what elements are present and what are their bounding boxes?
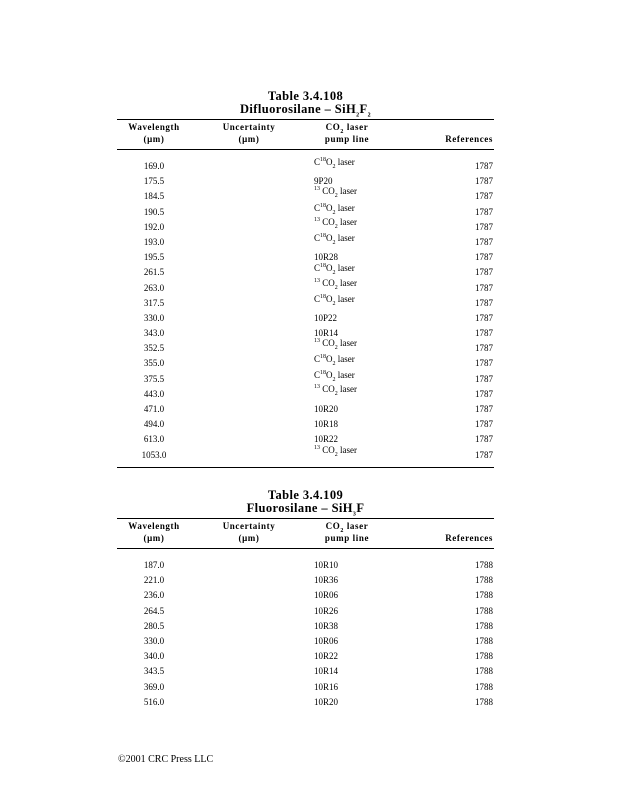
cell-reference: 1787	[475, 388, 493, 399]
cell-pump-line: $C^{18}O_2$ laser	[314, 293, 355, 307]
header-pump-line: pump line	[324, 533, 370, 543]
header-references: References	[445, 134, 493, 144]
cell-wavelength: 516.0	[143, 696, 165, 707]
header-row	[117, 519, 494, 548]
cell-reference: 1787	[475, 373, 493, 384]
cell-reference: 1787	[475, 328, 493, 339]
cell-reference: 1788	[475, 681, 493, 692]
cell-pump-line: 10R22	[314, 651, 339, 662]
table-row	[117, 216, 494, 237]
cell-wavelength: 190.5	[143, 206, 165, 217]
cell-wavelength: 343.5	[143, 666, 165, 677]
cell-wavelength: 355.0	[143, 358, 165, 369]
table-row	[117, 575, 494, 590]
bottom-rule	[117, 467, 494, 468]
table-row	[117, 277, 494, 298]
cell-wavelength: 175.5	[143, 176, 165, 187]
cell-pump-line: 10R14	[314, 666, 339, 677]
table-row	[117, 293, 494, 313]
cell-reference: 1788	[475, 666, 493, 677]
cell-wavelength: 264.5	[143, 605, 165, 616]
cell-pump-line: 10R36	[314, 575, 339, 586]
cell-wavelength: 317.5	[143, 297, 165, 308]
table-row	[117, 354, 494, 373]
cell-wavelength: 369.0	[143, 681, 165, 692]
cell-pump-line: 10R22	[314, 434, 339, 445]
table-3-4-108	[117, 90, 494, 468]
cell-wavelength: 330.0	[143, 635, 165, 646]
header-uncertainty: Uncertainty	[222, 521, 276, 531]
cell-pump-line: 10R20	[314, 404, 339, 414]
table-number: Table 3.4.109	[267, 488, 344, 502]
table-row	[117, 651, 494, 666]
table-row	[117, 419, 494, 434]
cell-wavelength: 1053.0	[141, 449, 167, 460]
cell-pump-line: $C^{18}O_2$ laser	[314, 263, 355, 277]
cell-reference: 1787	[475, 191, 493, 202]
table-row	[117, 186, 494, 206]
table-row	[117, 232, 494, 252]
cell-wavelength: 352.5	[143, 343, 165, 354]
table-row	[117, 434, 494, 449]
table-title: Difluorosilane – $SiH_2F_2$	[240, 102, 371, 119]
cell-reference: 1788	[475, 651, 493, 662]
table-row	[117, 560, 494, 575]
table-title: Fluorosilane – SiH$_3$F	[246, 501, 365, 518]
cell-reference: 1787	[475, 297, 493, 308]
table-row	[117, 157, 494, 176]
table-body	[117, 549, 494, 712]
cell-wavelength: 184.5	[143, 191, 165, 202]
header-pump-line: pump line	[324, 134, 370, 144]
table-row	[117, 328, 494, 343]
cell-pump-line: 10R14	[314, 328, 339, 339]
header-wavelength-unit: (μm)	[143, 533, 165, 543]
cell-wavelength: 280.5	[143, 620, 165, 631]
table-row	[117, 621, 494, 636]
header-wavelength-unit: (μm)	[143, 134, 165, 144]
cell-pump-line: 10R38	[314, 620, 339, 631]
table-row	[117, 369, 494, 389]
table-row	[117, 444, 494, 465]
cell-reference: 1787	[475, 312, 493, 323]
table-row	[117, 666, 494, 681]
header-pump: $CO_2$ laser	[325, 521, 369, 534]
cell-reference: 1787	[475, 282, 493, 293]
header-wavelength: Wavelength	[128, 521, 180, 531]
cell-reference: 1788	[475, 560, 493, 570]
table-number: Table 3.4.108	[267, 89, 344, 103]
cell-pump-line: 9P20	[314, 176, 333, 187]
cell-wavelength: 236.0	[143, 590, 165, 601]
cell-reference: 1787	[475, 221, 493, 232]
cell-pump-line: $^{13}$ $CO_2$ laser	[314, 186, 358, 200]
cell-reference: 1787	[475, 161, 493, 171]
cell-wavelength: 195.5	[143, 252, 165, 263]
cell-reference: 1788	[475, 590, 493, 601]
copyright-footer: ©2001 CRC Press LLC	[118, 754, 214, 765]
table-3-4-109	[117, 489, 494, 712]
cell-wavelength: 343.0	[143, 328, 165, 339]
cell-wavelength: 375.5	[143, 373, 165, 384]
cell-wavelength: 471.0	[143, 404, 165, 414]
cell-pump-line: $C^{18}O_2$ laser	[314, 369, 355, 383]
cell-wavelength: 443.0	[143, 388, 165, 399]
cell-pump-line: $C^{18}O_2$ laser	[314, 354, 355, 368]
table-row	[117, 606, 494, 621]
cell-pump-line: $^{13}$ $CO_2$ laser	[314, 383, 358, 397]
cell-pump-line: 10R06	[314, 590, 339, 601]
cell-wavelength: 261.5	[143, 267, 165, 278]
header-uncertainty-unit: (μm)	[238, 134, 260, 144]
cell-pump-line: 10R16	[314, 681, 339, 692]
cell-reference: 1788	[475, 696, 493, 707]
cell-wavelength: 330.0	[143, 312, 165, 323]
cell-wavelength: 494.0	[143, 419, 165, 430]
cell-pump-line: $C^{18}O_2$ laser	[314, 202, 355, 216]
table-row	[117, 404, 494, 419]
cell-reference: 1787	[475, 358, 493, 369]
cell-pump-line: 10P22	[314, 312, 338, 323]
table-row	[117, 202, 494, 222]
cell-wavelength: 613.0	[143, 434, 165, 445]
cell-wavelength: 263.0	[143, 282, 165, 293]
cell-reference: 1787	[475, 434, 493, 445]
table-row	[117, 590, 494, 605]
table-row	[117, 263, 494, 282]
table-row	[117, 383, 494, 404]
cell-reference: 1788	[475, 575, 493, 586]
cell-pump-line: 10R06	[314, 635, 339, 646]
table-row	[117, 252, 494, 267]
cell-reference: 1787	[475, 343, 493, 354]
cell-pump-line: $^{13}$ $CO_2$ laser	[314, 277, 358, 291]
table-row	[117, 682, 494, 697]
cell-reference: 1787	[475, 236, 493, 247]
cell-reference: 1787	[475, 252, 493, 263]
cell-reference: 1787	[475, 404, 493, 414]
cell-wavelength: 193.0	[143, 236, 165, 247]
cell-pump-line: 10R28	[314, 252, 339, 263]
cell-pump-line: 10R20	[314, 696, 339, 707]
table-row	[117, 697, 494, 712]
cell-reference: 1787	[475, 267, 493, 278]
table-body	[117, 150, 494, 467]
header-pump: $CO_2$ laser	[325, 122, 369, 135]
table-row	[117, 338, 494, 358]
cell-wavelength: 169.0	[143, 161, 165, 171]
cell-pump-line: $C^{18}O_2$ laser	[314, 157, 355, 170]
cell-pump-line: 10R26	[314, 605, 339, 616]
header-uncertainty: Uncertainty	[222, 122, 276, 132]
cell-pump-line: $C^{18}O_2$ laser	[314, 232, 355, 246]
cell-wavelength: 340.0	[143, 651, 165, 662]
cell-pump-line: 10R18	[314, 419, 339, 430]
cell-reference: 1788	[475, 605, 493, 616]
cell-pump-line: $^{13}$ $CO_2$ laser	[314, 444, 358, 458]
cell-reference: 1788	[475, 620, 493, 631]
cell-pump-line: $^{13}$ $CO_2$ laser	[314, 338, 358, 352]
cell-reference: 1787	[475, 449, 493, 460]
table-row	[117, 313, 494, 328]
cell-pump-line: 10R10	[314, 560, 339, 570]
cell-wavelength: 221.0	[143, 575, 165, 586]
table-row	[117, 176, 494, 191]
header-row	[117, 120, 494, 149]
cell-pump-line: $^{13}$ $CO_2$ laser	[314, 216, 358, 230]
header-uncertainty-unit: (μm)	[238, 533, 260, 543]
cell-reference: 1788	[475, 635, 493, 646]
cell-wavelength: 187.0	[143, 560, 165, 570]
cell-reference: 1787	[475, 419, 493, 430]
table-row	[117, 636, 494, 651]
cell-wavelength: 192.0	[143, 221, 165, 232]
header-wavelength: Wavelength	[128, 122, 180, 132]
cell-reference: 1787	[475, 176, 493, 187]
cell-reference: 1787	[475, 206, 493, 217]
header-references: References	[445, 533, 493, 543]
